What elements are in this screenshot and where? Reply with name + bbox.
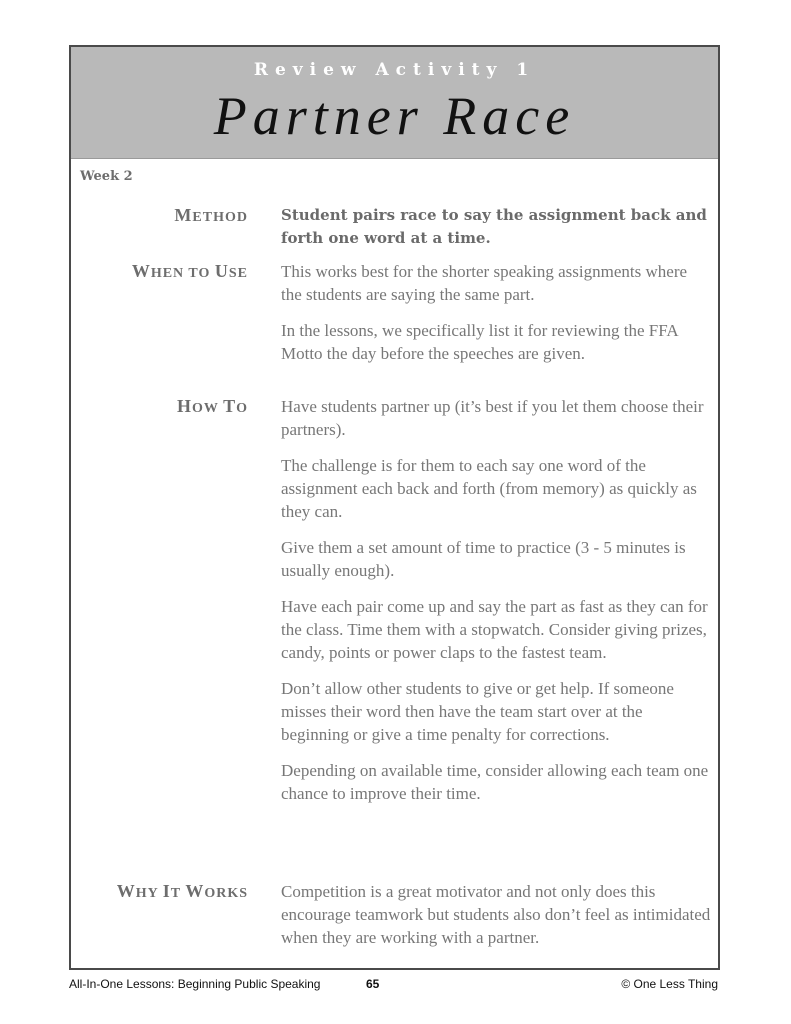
how-to-text: [281, 395, 711, 818]
page-number: 65: [366, 977, 380, 991]
method-text: Student pairs race to say the assignment back and forth one word at a time.: [281, 206, 707, 247]
paragraph: Give them a set amount of time to practice (3 - 5 minutes is usually enough).: [281, 538, 686, 580]
section-label-when-to-use: WHEN TO USE: [131, 261, 248, 281]
paragraph: In the lessons, we specifically list it for reviewing the FFA Motto the day before the speeches are given.: [281, 321, 678, 363]
paragraph: This works best for the shorter speaking assignments where the students are saying the same part.: [281, 262, 688, 304]
section-label-why-it-works: WHY IT WORKS: [116, 881, 248, 901]
footer-book-title: All-In-One Lessons: Beginning Public Speaking: [69, 977, 321, 991]
section-label-how-to: HOW TO: [176, 396, 248, 416]
paragraph: Have students partner up (it’s best if you let them choose their partners).: [281, 397, 704, 439]
page-footer: [69, 975, 720, 995]
paragraph: Don’t allow other students to give or get help. If someone misses their word then have the team start over at the beginning or give a time penalty for corrections.: [281, 679, 674, 744]
when-to-use-text: [281, 260, 711, 378]
why-it-works-text: Competition is a great motivator and not only does this encourage teamwork but students also don’t feel as intimidated when they are working with a partner.: [281, 882, 711, 947]
activity-frame: [69, 45, 720, 970]
footer-copyright: © One Less Thing: [621, 977, 718, 991]
title-banner: [71, 47, 718, 159]
activity-kicker: Review Activity 1: [253, 60, 536, 80]
page-title: Partner Race: [213, 86, 576, 146]
paragraph: The challenge is for them to each say one word of the assignment each back and forth (from memory) as quickly as they can.: [281, 456, 697, 521]
paragraph: Depending on available time, consider allowing each team one chance to improve their time.: [281, 761, 709, 803]
paragraph: Have each pair come up and say the part as fast as they can for the class. Time them with a stopwatch. Consider giving prizes, candy, points or power claps to the fastest team.: [281, 597, 708, 662]
week-label: Week 2: [80, 169, 133, 184]
section-label-method: METHOD: [174, 205, 248, 225]
